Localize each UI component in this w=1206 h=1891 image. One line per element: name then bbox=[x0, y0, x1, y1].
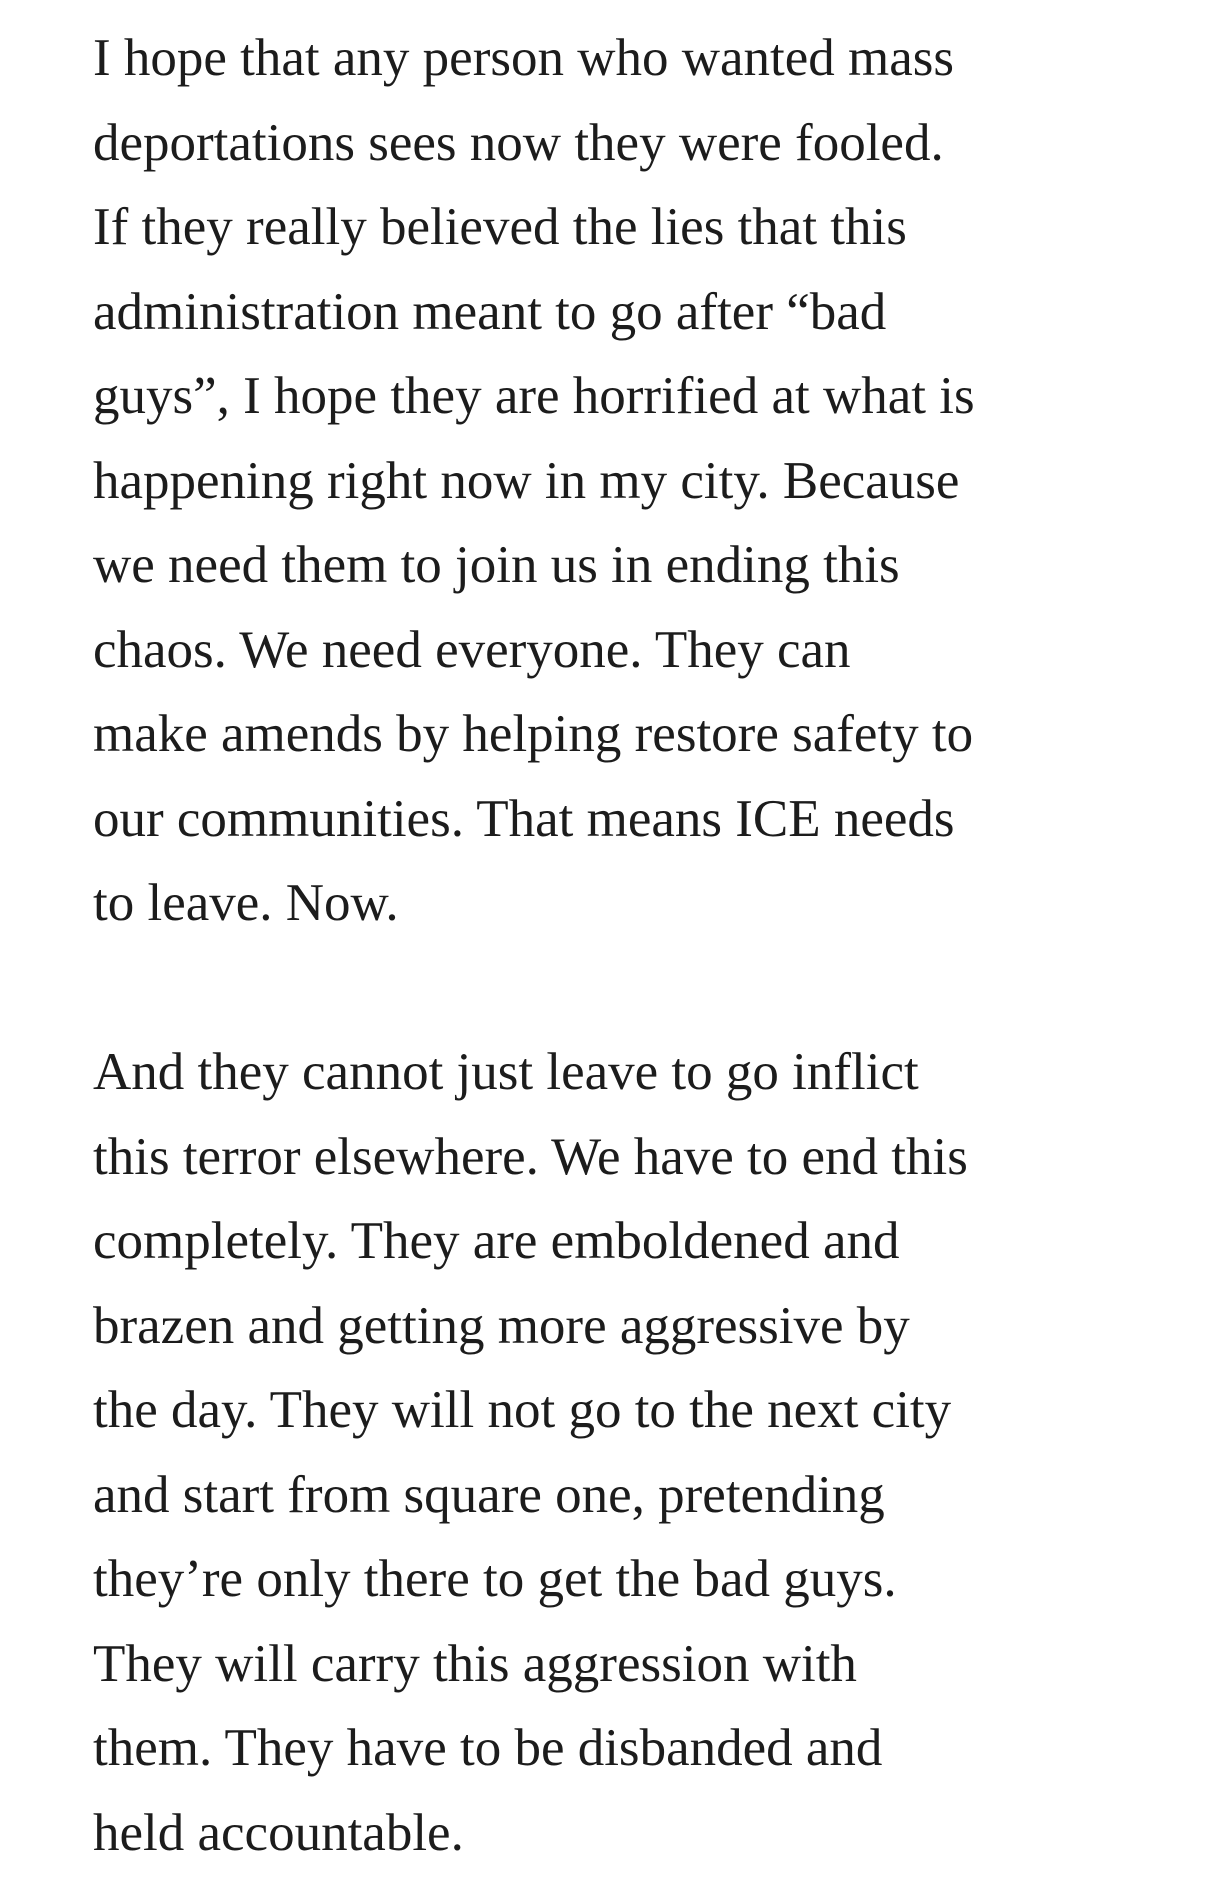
paragraph-line: completely. They are emboldened and bbox=[93, 1212, 900, 1270]
paragraph-line: to leave. Now. bbox=[93, 874, 399, 932]
paragraph-line: they’re only there to get the bad guys. bbox=[93, 1550, 897, 1608]
paragraph-line: them. They have to be disbanded and bbox=[93, 1719, 883, 1777]
paragraph-line: They will carry this aggression with bbox=[93, 1634, 857, 1693]
paragraph-line: the day. They will not go to the next city bbox=[93, 1381, 952, 1439]
paragraph-line: we need them to join us in ending this bbox=[93, 536, 900, 594]
paragraph-line: And they cannot just leave to go inflict bbox=[93, 1043, 919, 1101]
paragraph-1 bbox=[93, 16, 1133, 946]
paragraph-spacer bbox=[93, 946, 1133, 1031]
paragraph-line: our communities. That means ICE needs bbox=[93, 789, 955, 848]
article-body bbox=[93, 16, 1133, 1875]
paragraph-line: administration meant to go after “bad bbox=[93, 282, 887, 341]
paragraph-line: If they really believed the lies that this bbox=[93, 198, 907, 256]
paragraph-line: I hope that any person who wanted mass bbox=[93, 29, 955, 87]
paragraph-2 bbox=[93, 1030, 1133, 1875]
paragraph-line: brazen and getting more aggressive by bbox=[93, 1296, 910, 1355]
paragraph-line: this terror elsewhere. We have to end this bbox=[93, 1127, 968, 1186]
paragraph-line: held accountable. bbox=[93, 1803, 464, 1862]
paragraph-line: happening right now in my city. Because bbox=[93, 451, 960, 510]
paragraph-line: make amends by helping restore safety to bbox=[93, 705, 974, 763]
paragraph-line: and start from square one, pretending bbox=[93, 1465, 885, 1524]
paragraph-line: chaos. We need everyone. They can bbox=[93, 620, 851, 679]
paragraph-line: deportations sees now they were fooled. bbox=[93, 113, 944, 172]
paragraph-line: guys”, I hope they are horrified at what is bbox=[93, 367, 975, 425]
